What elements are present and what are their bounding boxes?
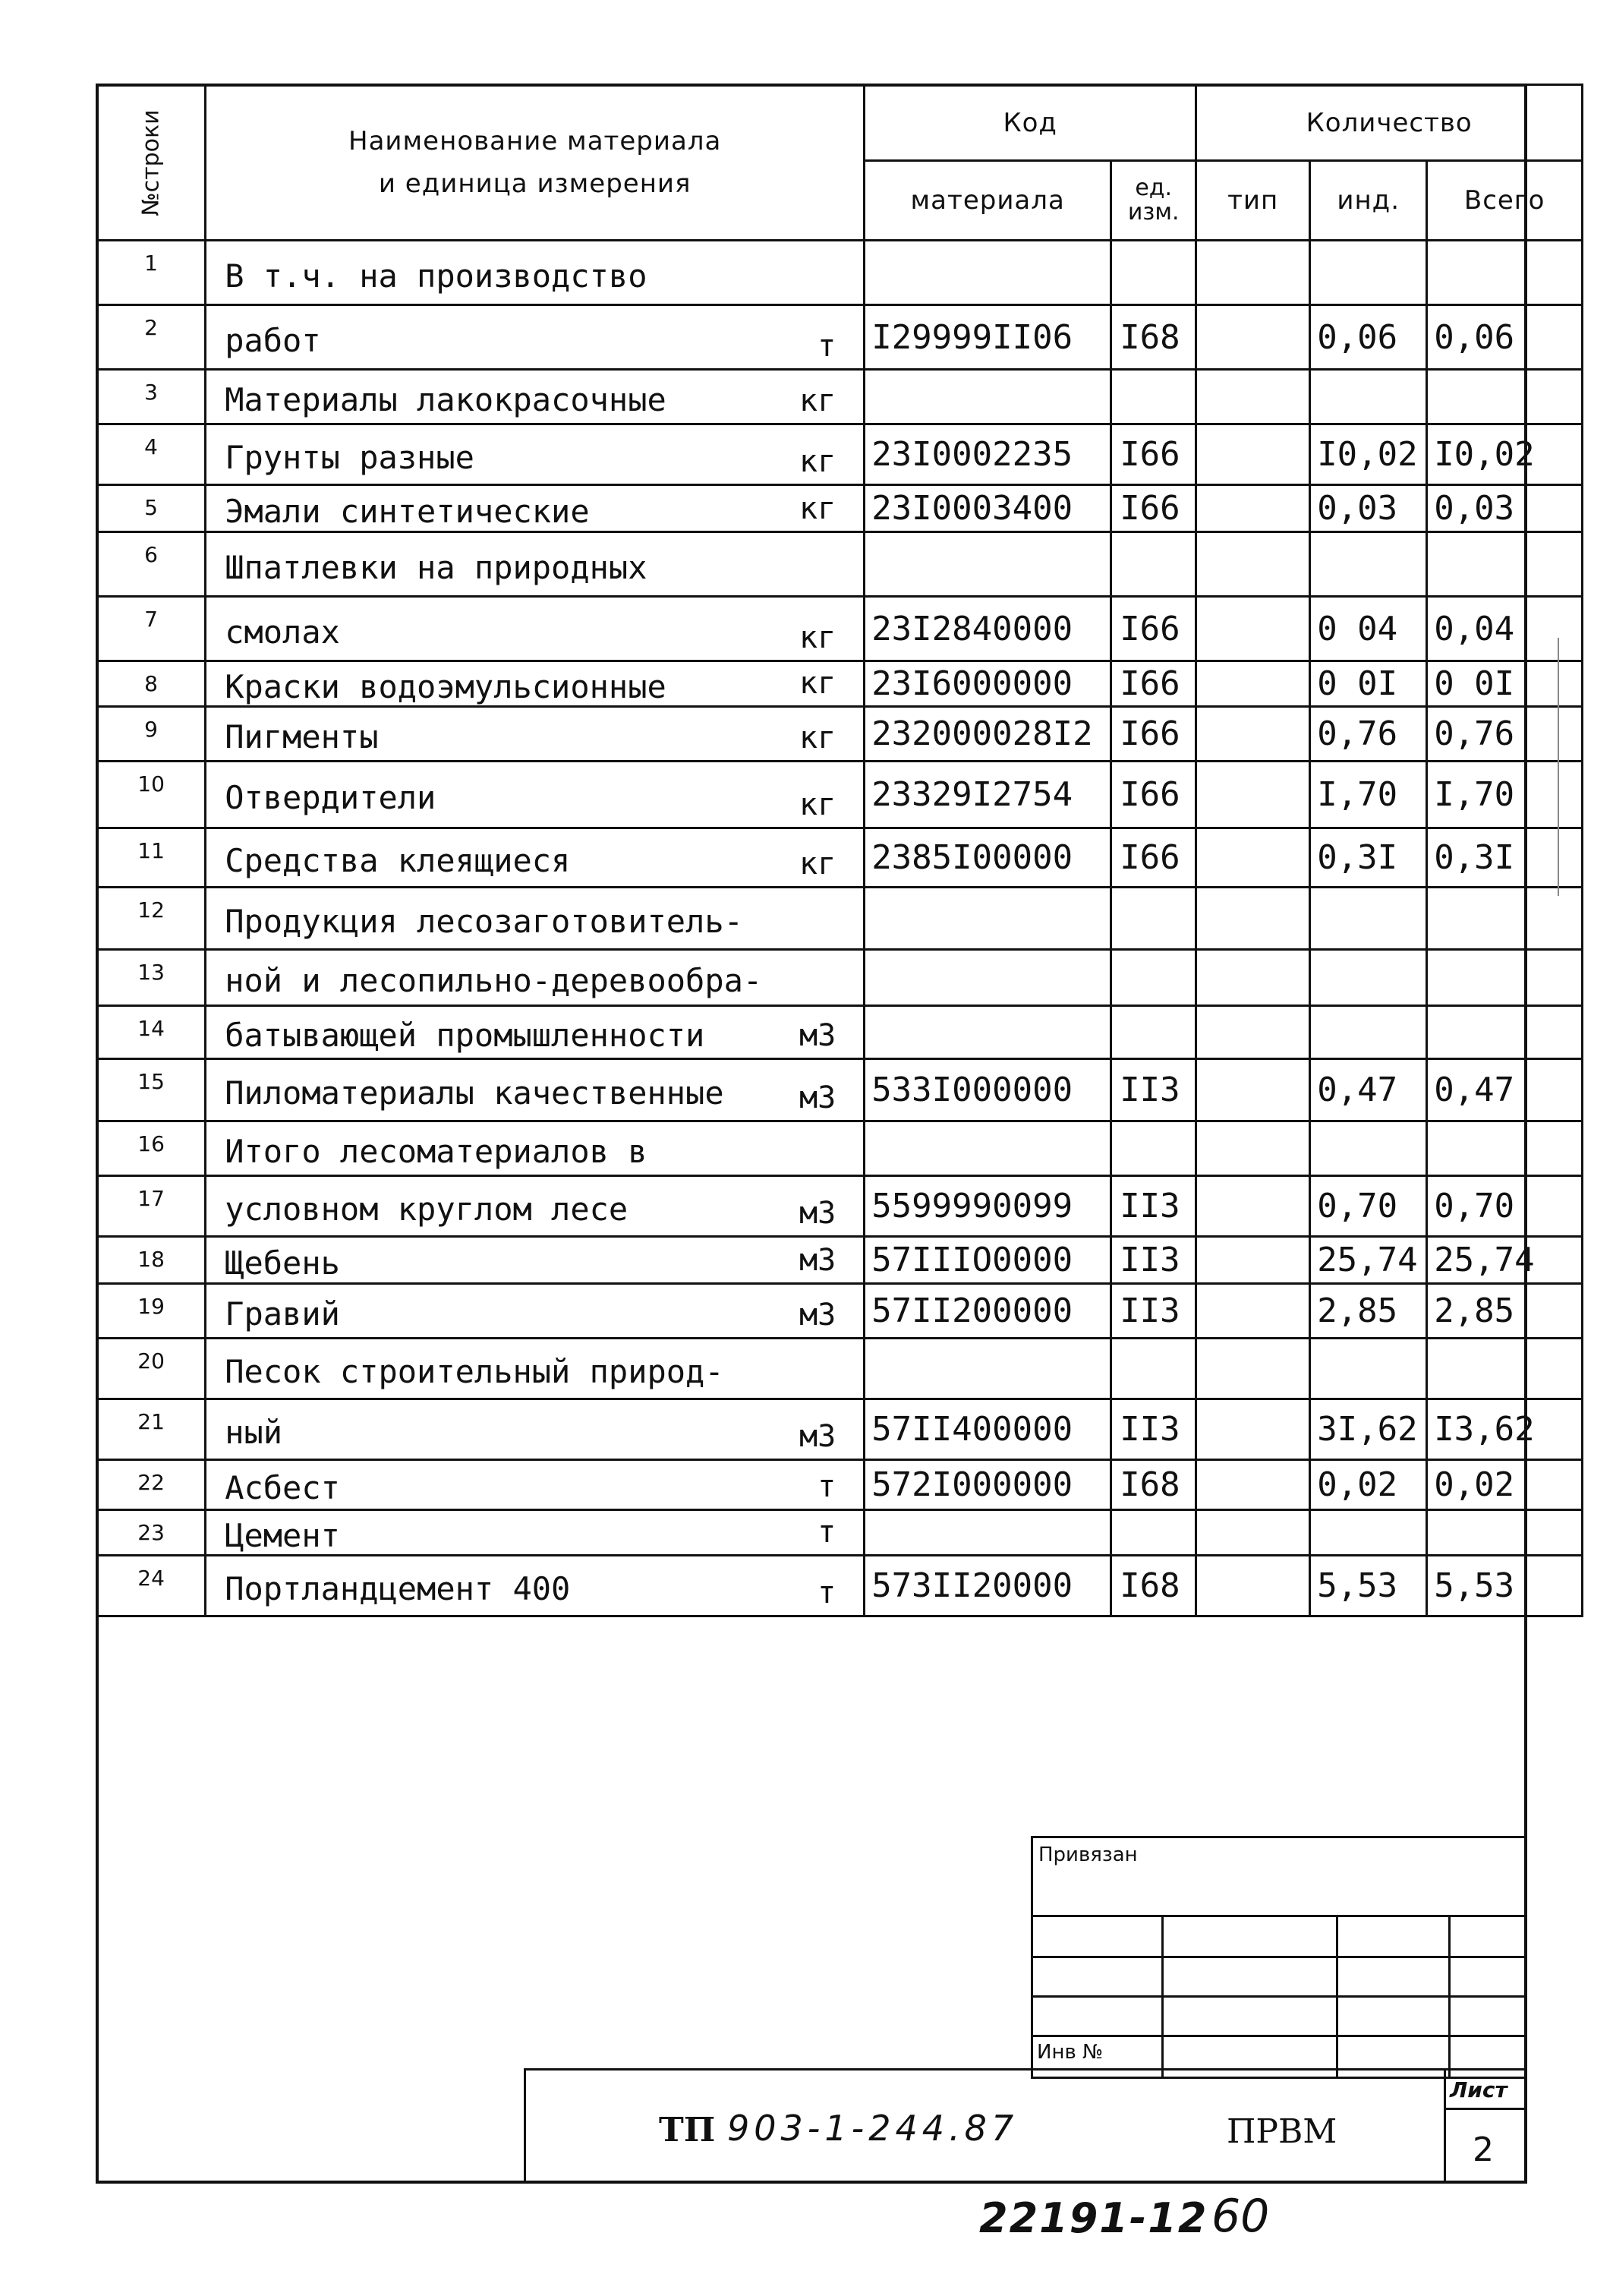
material-unit: т: [818, 329, 836, 364]
qty-ind: [1310, 950, 1427, 1006]
table-row: [97, 707, 1583, 762]
header-name-line1: Наименование материала: [348, 126, 722, 156]
header-code-unit: ед. изм.: [1111, 161, 1196, 241]
material-name-cell: [206, 1059, 865, 1121]
qty-typ: [1196, 241, 1310, 305]
row-number: 18: [97, 1237, 206, 1284]
qty-typ: [1196, 888, 1310, 950]
material-name-cell: [206, 1284, 865, 1339]
row-number: 17: [97, 1176, 206, 1237]
material-name: батывающей промышленности: [225, 1017, 705, 1054]
unit-code: I66: [1111, 762, 1196, 828]
row-number: 15: [97, 1059, 206, 1121]
material-unit: м3: [799, 1419, 836, 1454]
material-unit: т: [818, 1515, 836, 1550]
material-name-cell: [206, 1006, 865, 1059]
material-unit: кг: [799, 383, 836, 418]
table-row: [97, 597, 1583, 661]
inv-label: Инв №: [1037, 2041, 1104, 2064]
unit-code: I66: [1111, 707, 1196, 762]
row-number: 7: [97, 597, 206, 661]
table-row: [97, 370, 1583, 424]
table-row: [97, 950, 1583, 1006]
material-unit: м3: [799, 1298, 836, 1332]
material-code: [865, 241, 1111, 305]
material-name: Грунты разные: [225, 439, 474, 476]
qty-ind: 0,76: [1310, 707, 1427, 762]
qty-total: I3,62: [1427, 1399, 1583, 1460]
qty-total: 0,02: [1427, 1460, 1583, 1510]
qty-typ: [1196, 1510, 1310, 1556]
header-code-material: материала: [865, 161, 1111, 241]
bound-label: Привязан: [1038, 1843, 1138, 1866]
qty-total: 0 0I: [1427, 661, 1583, 707]
material-name: Краски водоэмульсионные: [225, 668, 666, 705]
qty-ind: 3I,62: [1310, 1399, 1427, 1460]
header-name: [206, 85, 865, 241]
unit-code: I68: [1111, 305, 1196, 370]
material-code: 533I000000: [865, 1059, 1111, 1121]
header-qty-total: Всего: [1427, 161, 1583, 241]
qty-typ: [1196, 828, 1310, 888]
material-code: I29999II06: [865, 305, 1111, 370]
material-name: работ: [225, 321, 321, 359]
sheet-number: 2: [1473, 2130, 1494, 2169]
qty-total: 0,70: [1427, 1176, 1583, 1237]
material-name: Продукция лесозаготовитель-: [225, 903, 743, 940]
material-code: 57II200000: [865, 1284, 1111, 1339]
material-unit: т: [818, 1575, 836, 1610]
row-number: 16: [97, 1121, 206, 1176]
material-name: смолах: [225, 613, 340, 651]
material-name-cell: [206, 828, 865, 888]
qty-total: 2,85: [1427, 1284, 1583, 1339]
row-number: 2: [97, 305, 206, 370]
material-unit: кг: [799, 787, 836, 822]
material-code: [865, 1121, 1111, 1176]
qty-ind: 0,03: [1310, 485, 1427, 532]
materials-table: [96, 84, 1583, 1617]
bound-line-1: [1031, 1915, 1527, 1917]
material-unit: кг: [799, 721, 836, 755]
material-name: Шпатлевки на природных: [225, 548, 647, 586]
table-row: [97, 1006, 1583, 1059]
material-name: Песок строительный природ-: [225, 1353, 724, 1390]
qty-ind: [1310, 532, 1427, 597]
qty-ind: [1310, 1339, 1427, 1399]
material-name-cell: [206, 888, 865, 950]
table-row: [97, 1510, 1583, 1556]
row-number: 6: [97, 532, 206, 597]
material-unit: м3: [799, 1196, 836, 1231]
table-row: [97, 762, 1583, 828]
qty-total: 0,47: [1427, 1059, 1583, 1121]
row-number: 11: [97, 828, 206, 888]
sheet-label: Лист: [1450, 2077, 1507, 2102]
material-code: 23I0003400: [865, 485, 1111, 532]
sheet-divider: [1444, 2068, 1446, 2184]
unit-code: [1111, 1121, 1196, 1176]
material-code: 2385I00000: [865, 828, 1111, 888]
page-number: 60: [1211, 2190, 1270, 2243]
qty-ind: 0,70: [1310, 1176, 1427, 1237]
material-name: Пиломатериалы качественные: [225, 1074, 724, 1112]
unit-code: II3: [1111, 1176, 1196, 1237]
margin-mark: [1558, 638, 1559, 896]
material-name-cell: [206, 1460, 865, 1510]
qty-total: 0,3I: [1427, 828, 1583, 888]
unit-code: [1111, 241, 1196, 305]
qty-total: [1427, 1006, 1583, 1059]
material-name-cell: [206, 1399, 865, 1460]
material-name-cell: [206, 950, 865, 1006]
material-code: 5599990099: [865, 1176, 1111, 1237]
header-row-number: №строки: [97, 85, 206, 241]
header-qty-ind: инд.: [1310, 161, 1427, 241]
qty-total: [1427, 532, 1583, 597]
unit-code: II3: [1111, 1284, 1196, 1339]
table-row: [97, 424, 1583, 485]
material-code: 572I000000: [865, 1460, 1111, 1510]
material-name-cell: [206, 1510, 865, 1556]
qty-total: [1427, 1339, 1583, 1399]
row-number: 3: [97, 370, 206, 424]
material-name: Эмали синтетические: [225, 493, 590, 530]
qty-typ: [1196, 1339, 1310, 1399]
material-name-cell: [206, 661, 865, 707]
qty-ind: [1310, 370, 1427, 424]
material-name: Материалы лакокрасочные: [225, 381, 666, 418]
table-row: [97, 888, 1583, 950]
qty-ind: 0,02: [1310, 1460, 1427, 1510]
bound-line-3: [1031, 1995, 1527, 1998]
material-name: Пигменты: [225, 718, 379, 755]
material-code: 23I6000000: [865, 661, 1111, 707]
material-code: [865, 532, 1111, 597]
material-name: Гравий: [225, 1295, 340, 1332]
qty-typ: [1196, 597, 1310, 661]
qty-total: I0,02: [1427, 424, 1583, 485]
material-name: Цемент: [225, 1517, 340, 1554]
header-qty-typ: тип: [1196, 161, 1310, 241]
qty-typ: [1196, 485, 1310, 532]
unit-code: [1111, 888, 1196, 950]
header-qty-group: Количество: [1196, 85, 1583, 161]
qty-ind: I0,02: [1310, 424, 1427, 485]
unit-code: I66: [1111, 597, 1196, 661]
row-number: 1: [97, 241, 206, 305]
row-number: 19: [97, 1284, 206, 1339]
material-name-cell: [206, 1339, 865, 1399]
unit-code: II3: [1111, 1237, 1196, 1284]
qty-total: 0,06: [1427, 305, 1583, 370]
material-code: 23I0002235: [865, 424, 1111, 485]
material-unit: м3: [799, 1243, 836, 1278]
qty-typ: [1196, 1237, 1310, 1284]
table-row: [97, 241, 1583, 305]
material-code: 57IIIO0000: [865, 1237, 1111, 1284]
bound-vline-3: [1448, 1915, 1451, 2079]
bound-line-2: [1031, 1956, 1527, 1958]
qty-ind: [1310, 1121, 1427, 1176]
material-unit: м3: [799, 1018, 836, 1053]
material-code: 573II20000: [865, 1556, 1111, 1616]
material-name-cell: [206, 762, 865, 828]
unit-code: I66: [1111, 424, 1196, 485]
material-unit: т: [818, 1469, 836, 1504]
unit-code: II3: [1111, 1059, 1196, 1121]
unit-code: [1111, 1510, 1196, 1556]
material-name: Итого лесоматериалов в: [225, 1133, 647, 1170]
unit-code: [1111, 1006, 1196, 1059]
qty-typ: [1196, 1059, 1310, 1121]
row-number: 24: [97, 1556, 206, 1616]
header-row-1: [97, 85, 1583, 161]
material-name: Щебень: [225, 1244, 340, 1282]
qty-typ: [1196, 707, 1310, 762]
qty-total: [1427, 950, 1583, 1006]
material-code: [865, 950, 1111, 1006]
table-row: [97, 1556, 1583, 1616]
qty-typ: [1196, 1284, 1310, 1339]
material-name-cell: [206, 597, 865, 661]
sheet-label-line: [1444, 2108, 1527, 2110]
header-code-group: Код: [865, 85, 1196, 161]
material-name: В т.ч. на производство: [225, 257, 647, 295]
qty-ind: [1310, 241, 1427, 305]
doc-section: ПРВМ: [1227, 2112, 1337, 2151]
material-name-cell: [206, 1237, 865, 1284]
table-row: [97, 1460, 1583, 1510]
row-number: 21: [97, 1399, 206, 1460]
material-name-cell: [206, 1176, 865, 1237]
material-name: Асбест: [225, 1469, 340, 1506]
material-code: [865, 888, 1111, 950]
qty-total: 5,53: [1427, 1556, 1583, 1616]
qty-ind: 25,74: [1310, 1237, 1427, 1284]
bound-vline-2: [1336, 1915, 1338, 2079]
qty-typ: [1196, 305, 1310, 370]
material-code: 57II400000: [865, 1399, 1111, 1460]
row-number: 20: [97, 1339, 206, 1399]
table-row: [97, 828, 1583, 888]
table-row: [97, 305, 1583, 370]
qty-ind: 0,06: [1310, 305, 1427, 370]
doc-number: 903-1-244.87: [727, 2108, 1019, 2149]
qty-typ: [1196, 1176, 1310, 1237]
qty-ind: 0 04: [1310, 597, 1427, 661]
doc-prefix: ТП: [659, 2111, 716, 2149]
qty-typ: [1196, 370, 1310, 424]
qty-typ: [1196, 762, 1310, 828]
qty-typ: [1196, 661, 1310, 707]
material-code: 23I2840000: [865, 597, 1111, 661]
qty-total: 0,76: [1427, 707, 1583, 762]
material-unit: кг: [799, 491, 836, 526]
unit-code: II3: [1111, 1399, 1196, 1460]
table-row: [97, 1339, 1583, 1399]
row-number: 9: [97, 707, 206, 762]
qty-total: 0,03: [1427, 485, 1583, 532]
row-number: 8: [97, 661, 206, 707]
qty-typ: [1196, 424, 1310, 485]
unit-code: I68: [1111, 1460, 1196, 1510]
unit-code: I68: [1111, 1556, 1196, 1616]
qty-ind: 5,53: [1310, 1556, 1427, 1616]
qty-total: [1427, 241, 1583, 305]
bound-line-4: [1031, 2035, 1527, 2037]
table-row: [97, 532, 1583, 597]
material-name: условном круглом лесе: [225, 1191, 629, 1228]
qty-total: I,70: [1427, 762, 1583, 828]
material-name-cell: [206, 1121, 865, 1176]
table-row: [97, 661, 1583, 707]
qty-typ: [1196, 1006, 1310, 1059]
row-number: 22: [97, 1460, 206, 1510]
material-name: Средства клеящиеся: [225, 842, 571, 879]
unit-code: I66: [1111, 661, 1196, 707]
qty-ind: [1310, 888, 1427, 950]
material-name: Портландцемент 400: [225, 1570, 571, 1607]
qty-typ: [1196, 950, 1310, 1006]
qty-total: [1427, 370, 1583, 424]
unit-code: I66: [1111, 828, 1196, 888]
material-code: 232000028I2: [865, 707, 1111, 762]
material-name: ный: [225, 1414, 283, 1451]
qty-typ: [1196, 532, 1310, 597]
qty-typ: [1196, 1399, 1310, 1460]
material-name-cell: [206, 370, 865, 424]
table-row: [97, 1059, 1583, 1121]
material-code: [865, 1510, 1111, 1556]
material-code: [865, 1339, 1111, 1399]
qty-total: [1427, 888, 1583, 950]
material-code: 23329I2754: [865, 762, 1111, 828]
qty-total: [1427, 1510, 1583, 1556]
material-unit: кг: [799, 847, 836, 882]
material-unit: кг: [799, 666, 836, 701]
material-unit: м3: [799, 1080, 836, 1115]
material-name-cell: [206, 485, 865, 532]
material-code: [865, 370, 1111, 424]
qty-ind: [1310, 1510, 1427, 1556]
qty-total: 0,04: [1427, 597, 1583, 661]
table-row: [97, 1176, 1583, 1237]
material-name-cell: [206, 305, 865, 370]
material-name: Отвердители: [225, 779, 436, 816]
row-number: 4: [97, 424, 206, 485]
row-number: 13: [97, 950, 206, 1006]
material-name: ной и лесопильно-деревообра-: [225, 962, 763, 999]
qty-ind: 0,47: [1310, 1059, 1427, 1121]
material-name-cell: [206, 241, 865, 305]
material-unit: кг: [799, 620, 836, 655]
archive-number: 22191-12: [979, 2194, 1208, 2242]
qty-total: 25,74: [1427, 1237, 1583, 1284]
table-row: [97, 1121, 1583, 1176]
qty-total: [1427, 1121, 1583, 1176]
unit-code: [1111, 950, 1196, 1006]
material-name-cell: [206, 1556, 865, 1616]
row-number: 10: [97, 762, 206, 828]
table-row: [97, 1399, 1583, 1460]
unit-code: [1111, 370, 1196, 424]
qty-ind: [1310, 1006, 1427, 1059]
table-row: [97, 485, 1583, 532]
qty-typ: [1196, 1556, 1310, 1616]
qty-ind: 0 0I: [1310, 661, 1427, 707]
material-name-cell: [206, 532, 865, 597]
bound-vline-1: [1161, 1915, 1164, 2079]
qty-ind: 2,85: [1310, 1284, 1427, 1339]
row-number: 5: [97, 485, 206, 532]
table-row: [97, 1284, 1583, 1339]
row-number: 23: [97, 1510, 206, 1556]
row-number: 14: [97, 1006, 206, 1059]
unit-code: [1111, 532, 1196, 597]
material-name-cell: [206, 707, 865, 762]
material-unit: кг: [799, 444, 836, 479]
unit-code: I66: [1111, 485, 1196, 532]
material-name-cell: [206, 424, 865, 485]
header-name-line2: и единица измерения: [378, 169, 692, 199]
unit-code: [1111, 1339, 1196, 1399]
material-code: [865, 1006, 1111, 1059]
row-number: 12: [97, 888, 206, 950]
qty-typ: [1196, 1460, 1310, 1510]
qty-ind: 0,3I: [1310, 828, 1427, 888]
qty-ind: I,70: [1310, 762, 1427, 828]
table-row: [97, 1237, 1583, 1284]
qty-typ: [1196, 1121, 1310, 1176]
